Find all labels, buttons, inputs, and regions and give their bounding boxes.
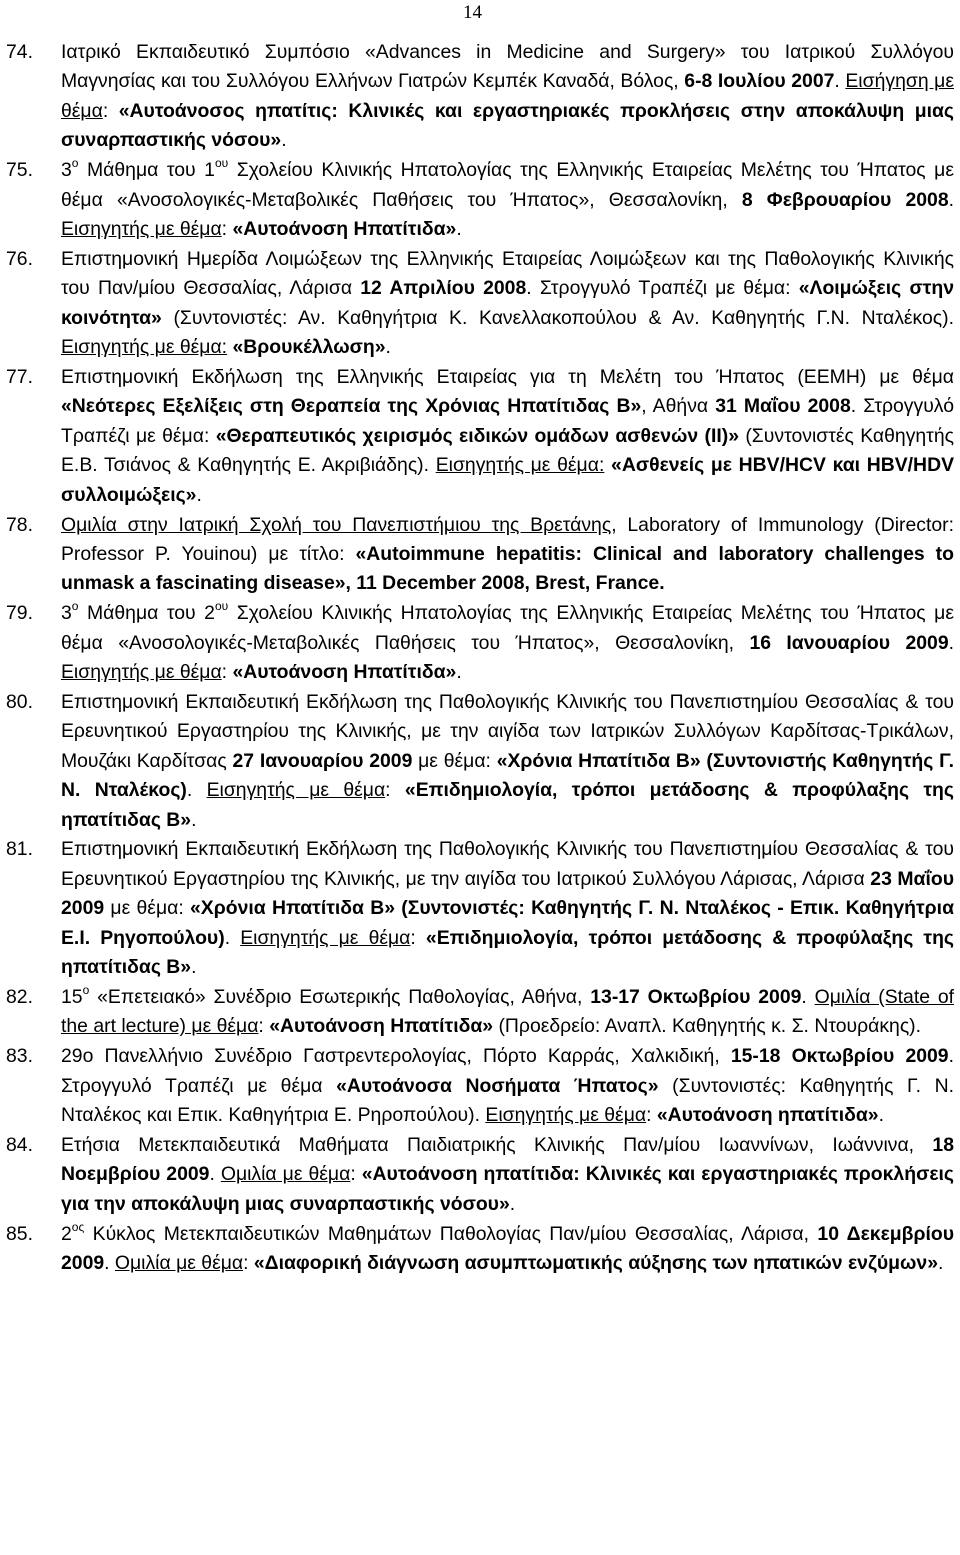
text-segment: 3 [61, 602, 72, 625]
underlined-text: Ομιλία με θέμα [114, 1252, 244, 1275]
bold-text: 10 Δεκεμβρίου 2009 [61, 1222, 954, 1275]
text-segment: Επιστημονική Ημερίδα Λοιμώξεων της Ελληνικής Εταιρείας Λοιμώξεων και της Παθολογικής Κλινικής του Παν/μίου Θεσσαλίας, Λάρισα [61, 247, 954, 300]
item-text [61, 366, 954, 506]
bold-text: «Διαφορική διάγνωση ασυμπτωματικής αύξησης των ηπατικών ενζύμων» [253, 1252, 938, 1275]
item-text [61, 156, 954, 240]
item-number: 75. [6, 159, 33, 182]
bold-text: 15-18 Οκτωβρίου 2009 [730, 1045, 949, 1068]
list-item [0, 1042, 960, 1130]
text-segment: , Αθήνα [641, 395, 716, 418]
item-text [61, 691, 954, 831]
presentation-list [0, 38, 960, 1279]
list-item [0, 363, 960, 510]
item-text [61, 248, 954, 358]
text-segment: 15 [61, 986, 83, 1008]
text-segment: Σχολείου Κλινικής Ηπατολογίας της Ελληνικής Εταιρείας Μελέτης του Ήπατος με θέμα «Ανοσολογικές-Μεταβολικές Παθήσεις του Ήπατος», Θεσσαλονίκη, [61, 602, 954, 654]
text-segment: . [456, 217, 462, 240]
item-number: 80. [6, 690, 33, 713]
text-segment: , Laboratory of Immunology (Director: Professor P. Youinou) με τίτλο: [61, 513, 954, 565]
text-segment: . Στρογγυλό Τραπέζι με θέμα: [526, 277, 799, 300]
item-text [61, 1045, 954, 1126]
underlined-text: Εισηγητής με θέμα: [61, 336, 228, 359]
text-segment: Επιστημονική Εκπαιδευτική Εκδήλωση της Παθολογικής Κλινικής του Πανεπιστημίου Θεσσαλίας & του Ερευνητικού Εργαστηρίου της Κλινικής, με την αιγίδα των Ιατρικών Συλλόγων Καρδίτσας-Τρικάλων, Μουζάκι Καρδίτσας [61, 690, 954, 772]
text-segment: : [646, 1104, 657, 1127]
item-text [61, 599, 954, 684]
bold-text: 6-8 Ιουλίου 2007 [684, 70, 835, 93]
bold-text: «Επιδημιολογία, τρόποι μετάδοσης & προφύλαξης της ηπατίτιδας Β» [61, 926, 954, 979]
underlined-text: Εισηγητής με θέμα [240, 926, 411, 949]
bold-text: «Νεότερες Εξελίξεις στη Θεραπεία της Χρόνιας Ηπατίτιδας Β» [61, 395, 642, 418]
text-segment: . [385, 336, 391, 359]
text-segment: : [410, 926, 426, 949]
list-item [0, 599, 960, 687]
text-segment: : [221, 217, 233, 240]
item-text [61, 838, 954, 978]
text-segment: με θέμα: [104, 897, 191, 920]
superscript: ο [71, 599, 79, 614]
text-segment: Επιστημονική Εκδήλωση της Ελληνικής Εταιρείας για τη Μελέτη του Ήπατος (ΕΕΜΗ) με θέμα [61, 365, 954, 388]
bold-text: 31 Μαΐου 2008 [715, 395, 851, 418]
bold-text: 27 Ιανουαρίου 2009 [232, 749, 413, 772]
bold-text: 16 Ιανουαρίου 2009 [749, 631, 949, 654]
list-item [0, 511, 960, 599]
bold-text: «Λοιμώξεις στην κοινότητα» [61, 277, 955, 329]
text-segment: Ιατρικό Εκπαιδευτικό Συμπόσιο «Advances in Medicine and Surgery» του Ιατρικού Συλλόγου Μαγνησίας και του Συλλόγου Ελλήνων Γιατρών Κεμπέκ Καναδά, Βόλος, [61, 41, 954, 93]
underlined-text: Εισηγητής με θέμα [61, 217, 222, 240]
bold-text: «Αυτοάνοσα Νοσήματα Ήπατος» [336, 1074, 659, 1097]
text-segment: Επιστημονική Εκπαιδευτική Εκδήλωση της Παθολογικής Κλινικής του Πανεπιστημίου Θεσσαλίας & του Ερευνητικού Εργαστηρίου της Κλινικής, με την αιγίδα του Ιατρικού Συλλόγου Λάρισας, Λάρισα [61, 838, 954, 890]
text-segment: : [221, 661, 233, 684]
text-segment: . [878, 1104, 884, 1127]
underlined-text: Ομιλία με θέμα [220, 1163, 351, 1186]
bold-text: «Αυτοάνοση Ηπατίτιδα» [269, 1015, 494, 1038]
item-text [61, 514, 954, 595]
bold-text: «Ασθενείς με HBV/HCV και HBV/HDV συλλοιμώξεις» [61, 454, 955, 506]
item-number: 76. [6, 247, 33, 270]
text-segment: . [196, 483, 202, 506]
text-segment: : [243, 1252, 254, 1275]
text-segment: 29ο Πανελλήνιο Συνέδριο Γαστρεντερολογίας, Πόρτο Καρράς, Χαλκιδική, [61, 1045, 731, 1068]
bold-text: «Αυτοάνοση ηπατίτιδα» [656, 1104, 879, 1127]
item-number: 85. [6, 1222, 33, 1245]
bold-text: 8 Φεβρουαρίου 2008 [741, 188, 949, 211]
item-number: 78. [6, 513, 33, 536]
underlined-text: Εισήγηση με θέμα [61, 70, 954, 122]
list-item [0, 245, 960, 363]
text-segment: . [186, 779, 207, 802]
text-segment: με θέμα: [412, 749, 497, 772]
text-segment: Σχολείου Κλινικής Ηπατολογίας της Ελληνικής Εταιρείας Μελέτης του Ήπατος με θέμα «Ανοσολογικές-Μεταβολικές Παθήσεις του Ήπατος», Θεσσαλονίκη, [61, 159, 954, 211]
underlined-text: Ομιλία στην Ιατρική Σχολή του Πανεπιστήμιου της Βρετάνης [61, 513, 612, 536]
list-item [0, 835, 960, 982]
underlined-text: Εισηγητής με θέμα [61, 661, 222, 684]
text-segment: . [209, 1163, 221, 1186]
bold-text: «Χρόνια Ηπατίτιδα Β» (Συντονιστής Καθηγητής Γ. Ν. Νταλέκος) [61, 749, 954, 802]
text-segment: : [102, 99, 119, 122]
text-segment: : [350, 1163, 362, 1186]
text-segment: . [224, 926, 241, 949]
text-segment: . [456, 661, 462, 684]
item-text [61, 1219, 954, 1275]
text-segment: . [948, 188, 954, 211]
item-number: 83. [6, 1045, 33, 1068]
superscript: ο [82, 983, 90, 997]
text-segment: : [258, 1015, 270, 1038]
underlined-text: Εισηγητής με θέμα: [435, 454, 605, 477]
text-segment: . [937, 1252, 944, 1275]
bold-text: «Αυτοάνοση ηπατίτιδα: Κλινικές και εργαστηριακές προκλήσεις για την αποκάλυψη μιας συναρπαστικής νόσου» [61, 1163, 955, 1215]
text-segment: 2 [61, 1222, 72, 1245]
bold-text: «Επιδημιολογία, τρόποι μετάδοσης & προφύλαξης της ηπατίτιδας Β» [61, 779, 954, 831]
page-number: 14 [463, 2, 482, 23]
bold-text: «Αυτοάνοσος ηπατίτις: Κλινικές και εργαστηριακές προκλήσεις στην αποκάλυψη μιας συναρπαστικής νόσου» [61, 99, 954, 152]
text-segment: . [191, 808, 197, 831]
bold-text: «Θεραπευτικός χειρισμός ειδικών ομάδων ασθενών (ΙΙ)» [215, 424, 739, 447]
superscript: ο [71, 156, 79, 171]
text-segment: . [834, 70, 846, 93]
bold-text: «Βρουκέλλωση» [232, 336, 386, 359]
bold-text: «Autoimmune hepatitis: Clinical and laboratory challenges to unmask a fascinating disease», 11 December 2008, Brest, France. [61, 542, 954, 595]
text-segment: (Συντονιστές: Αν. Καθηγήτρια Κ. Κανελλακοπούλου & Αν. Καθηγητής Γ.Ν. Νταλέκος). [161, 306, 954, 329]
text-segment: Ετήσια Μετεκπαιδευτικά Μαθήματα Παιδιατρικής Κλινικής Παν/μίου Ιωαννίνων, Ιωάννινα, [61, 1134, 933, 1157]
text-segment: . [801, 986, 815, 1008]
list-item [0, 1220, 960, 1279]
text-segment: (Συντονιστές Καθηγητής Ε.Β. Τσιάνος & Καθηγητής Ε. Ακριβιάδης). [61, 424, 954, 477]
bold-text: 23 Μαΐου 2009 [61, 867, 954, 920]
text-segment: . [191, 956, 197, 979]
text-segment: Κύκλος Μετεκπαιδευτικών Μαθημάτων Παθολογίας Παν/μίου Θεσσαλίας, Λάρισα, [84, 1222, 818, 1245]
text-segment: . [104, 1252, 115, 1275]
item-number: 84. [6, 1134, 33, 1157]
bold-text: 18 Νοεμβρίου 2009 [61, 1134, 954, 1186]
list-item [0, 983, 960, 1042]
text-segment: . [948, 631, 954, 654]
bold-text: «Αυτοάνοση Ηπατίτιδα» [232, 661, 457, 684]
text-segment: . [509, 1192, 516, 1215]
item-number: 79. [6, 602, 33, 625]
bold-text: 12 Απριλίου 2008 [360, 277, 527, 300]
bold-text: 13-17 Οκτωβρίου 2009 [590, 986, 802, 1008]
superscript: ου [214, 156, 229, 171]
item-number: 74. [6, 41, 33, 63]
text-segment: Μάθημα του 1 [78, 159, 215, 182]
text-segment: . [281, 129, 287, 152]
text-segment: (Συντονιστές: Καθηγητής Γ. Ν. Νταλέκος και Επικ. Καθηγήτρια Ε. Ρηροπούλου). [61, 1074, 954, 1127]
text-segment: . Στρογγυλό Τραπέζι με θέμα: [61, 395, 954, 447]
text-segment: : [385, 779, 405, 802]
text-segment: . Στρογγυλό Τραπέζι με θέμα [61, 1045, 954, 1097]
bold-text: «Χρόνια Ηπατίτιδα Β» (Συντονιστές: Καθηγητής Γ. Ν. Νταλέκος - Επικ. Καθηγήτρια Ε.Ι. Ρηγοπούλου) [61, 897, 954, 949]
underlined-text: Ομιλία (State of the art lecture) με θέμα [61, 986, 955, 1038]
list-item [0, 688, 960, 835]
item-number: 81. [6, 838, 33, 861]
item-number: 82. [6, 986, 33, 1008]
item-text [61, 41, 954, 151]
item-text [61, 983, 955, 1038]
item-number: 77. [6, 365, 33, 388]
list-item [0, 38, 960, 156]
superscript: ος [71, 1219, 85, 1234]
underlined-text: Εισηγητής με θέμα [206, 779, 386, 802]
text-segment: Μάθημα του 2 [78, 602, 215, 625]
text-segment: «Επετειακό» Συνέδριο Εσωτερικής Παθολογίας, Αθήνα, [89, 986, 591, 1008]
list-item [0, 156, 960, 244]
underlined-text: Εισηγητής με θέμα [485, 1104, 647, 1127]
text-segment: (Προεδρείο: Αναπλ. Καθηγητής κ. Σ. Ντουράκης). [493, 1015, 922, 1038]
item-text [61, 1134, 954, 1215]
superscript: ου [214, 599, 229, 614]
bold-text: «Αυτοάνοση Ηπατίτιδα» [232, 217, 457, 240]
list-item [0, 1131, 960, 1219]
text-segment: 3 [61, 159, 72, 182]
